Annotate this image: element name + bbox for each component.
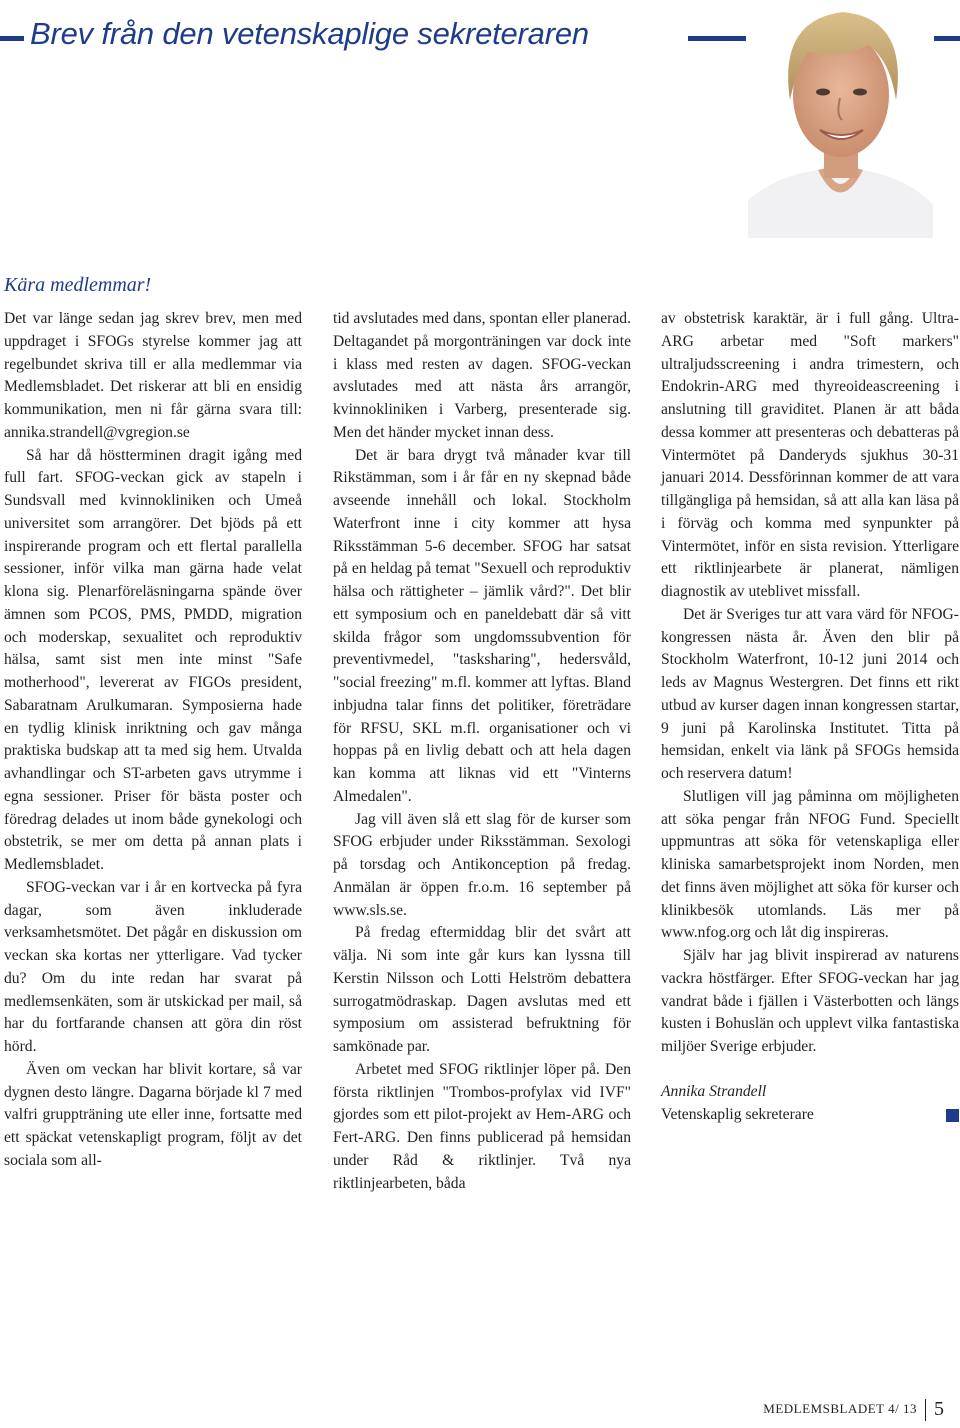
paragraph: Det är bara drygt två månader kvar till Rikstämman, som i år får en ny skepnad både avseende innehåll och lokal. Stockholm Waterfront inne i city kommer att hysa Riksstämman 5-6 december. SFOG har satsat på en heldag på temat "Sexuell och reproduktiv hälsa och rättigheter – jämlik vård?". Det blir ett symposium och en paneldebatt där så vitt skilda frågor som ungdomssubvention för preventivmedel, "tasksharing", hedersvåld, "social freezing" m.fl. kommer att lyftas. Bland inbjudna talar finns det politiker, företrädare för RFSU, SKL m.fl. organisationer och vi hoppas på en livlig debatt och att hela dagen kan komma att liknas vid ett "Vinterns Almedalen".	[333, 446, 631, 805]
signature-line	[661, 1104, 959, 1127]
title-bar-far-right	[934, 36, 960, 41]
paragraph: På fredag eftermiddag blir det svårt att välja. Ni som inte går kurs kan lyssna till Kerstin Nilsson och Lotti Helström debattera surrogatmödraskap. Dagen avslutas med ett symposium om assisterad befruktning för samkönade par.	[333, 924, 631, 1055]
square-end-mark-icon	[946, 1109, 959, 1122]
paragraph: Det är Sveriges tur att vara värd för NFOG-kongressen nästa år. Även den blir på Stockholm Waterfront, 10-12 juni 2014 och leds av Magnus Westergren. Det finns ett rikt utbud av kurser dagen innan kongressen startar, 9 juni på Karolinska Institutet. Titta på hemsidan, enkelt via länk på SFOGs hemsida och reservera datum!	[661, 605, 959, 782]
title-bar-right	[688, 36, 746, 41]
salutation: Kära medlemmar!	[4, 274, 152, 296]
signature-title: Vetenskaplig sekreterare	[661, 1105, 814, 1123]
paragraph: Det var länge sedan jag skrev brev, men med uppdraget i SFOGs styrelse kommer jag att regelbundet skriva till er alla medlemmar via Medlemsbladet. Det riskerar att bli en ensidig kommunikation, men ni får gärna svara till: annika.strandell@vgregion.se	[4, 310, 302, 441]
paragraph: Slutligen vill jag påminna om möjligheten att söka pengar från NFOG Fund. Speciellt uppmuntras att söka för vetenskapliga eller kliniska samarbetsprojekt inom Norden, men det finns även möjlighet att söka för kurser och klinikbesök utomlands. Läs mer på www.nfog.org och låt dig inspireras.	[661, 787, 959, 942]
author-portrait	[748, 0, 933, 238]
paragraph: Jag vill även slå ett slag för de kurser som SFOG erbjuder under Riksstämman. Sexologi på torsdag och Antikonception på fredag. Anmälan är öppen fr.o.m. 16 september på www.sls.se.	[333, 810, 631, 919]
paragraph: Även om veckan har blivit kortare, så var dygnen desto längre. Dagarna började kl 7 med valfri gruppträning ute eller inne, fortsatte med ett späckat vetenskapligt program, följt av det sociala som all-	[4, 1060, 302, 1169]
paragraph: tid avslutades med dans, spontan eller planerad. Deltagandet på morgonträningen var dock inte i klass med resten av dagen. SFOG-veckan avslutades med att nästa års arrangör, kvinnokliniken i Varberg, presenterade sig. Men det händer mycket innan dess.	[333, 310, 631, 441]
text-column-3	[661, 308, 959, 1126]
paragraph: av obstetrisk karaktär, är i full gång. Ultra-ARG arbetar med "Soft markers" ultraljudsscreening i andra trimestern, och Endokrin-ARG med thyreoideascreening i anslutning till graviditet. Planen är att båda dessa kommer att presenteras och debatteras på Vintermötet på Danderyds sjukhus 30-31 januari 2014. Dessförinnan kommer de att vara tillgängliga på hemsidan, så att alla kan läsa på i förväg och komma med synpunkter på Vintermötet, inför en sista revision. Ytterligare ett riktlinjearbete är planerat, nämligen diagnostik av uteblivet missfall.	[661, 310, 959, 600]
page-number: 5	[934, 1398, 944, 1420]
footer-divider	[925, 1399, 926, 1421]
paragraph: Så har då höstterminen dragit igång med full fart. SFOG-veckan gick av stapeln i Sundsvall med kvinnokliniken och Umeå universitet som arrangörer. Det bjöds på ett inspirerande program och ett flertal parallella sessioner, inför vilka man gärna hade velat klona sig. Plenarföreläsningarna spände över ämnen som PCOS, PMS, PMDD, migration och moderskap, sexualitet och reproduktiv hälsa, samt sist men inte minst "Safe motherhood", levererat av FIGOs president, Sabaratnam Arulkumaran. Symposierna hade en tydlig klinisk inriktning och gav många praktiska budskap att ta med sig hem. Utvalda avhandlingar och ST-arbeten gavs utrymme i egna sessioner. Priser för bästa poster och föredrag delades ut inom både gynekologi och obstetrik, se mer om detta på annan plats i Medlemsbladet.	[4, 446, 302, 873]
title-bar-left	[0, 36, 24, 41]
paragraph: Själv har jag blivit inspirerad av naturens vackra höstfärger. Efter SFOG-veckan har jag vandrat både i fjällen i Västerbotten och längs kusten i Bohuslän och upplevt vilka fantastiska miljöer Sverige erbjuder.	[661, 947, 959, 1055]
paragraph: Arbetet med SFOG riktlinjer löper på. Den första riktlinjen "Trombos-profylax vid IVF" gjordes som ett pilot-projekt av Hem-ARG och Fert-ARG. Den finns publicerad på hemsidan under Råd & riktlinjer. Två nya riktlinjearbeten, båda	[333, 1060, 631, 1192]
signature-name: Annika Strandell	[661, 1082, 767, 1100]
magazine-issue: MEDLEMSBLADET 4/ 13	[763, 1401, 917, 1417]
paragraph: SFOG-veckan var i år en kortvecka på fyra dagar, som även inkluderade verksamhetsmötet. Det pågår en diskussion om veckan ska kortas ner ytterligare. Vad tycker du? Om du inte redan har svarat på medlemsenkäten, som är utskickad per mail, så har du fortfarande chansen att göra din röst hörd.	[4, 878, 302, 1055]
page-title: Brev från den vetenskaplige sekreteraren	[30, 16, 589, 51]
text-column-1	[4, 308, 302, 1173]
text-column-2	[333, 308, 631, 1195]
page-footer	[763, 1398, 944, 1421]
